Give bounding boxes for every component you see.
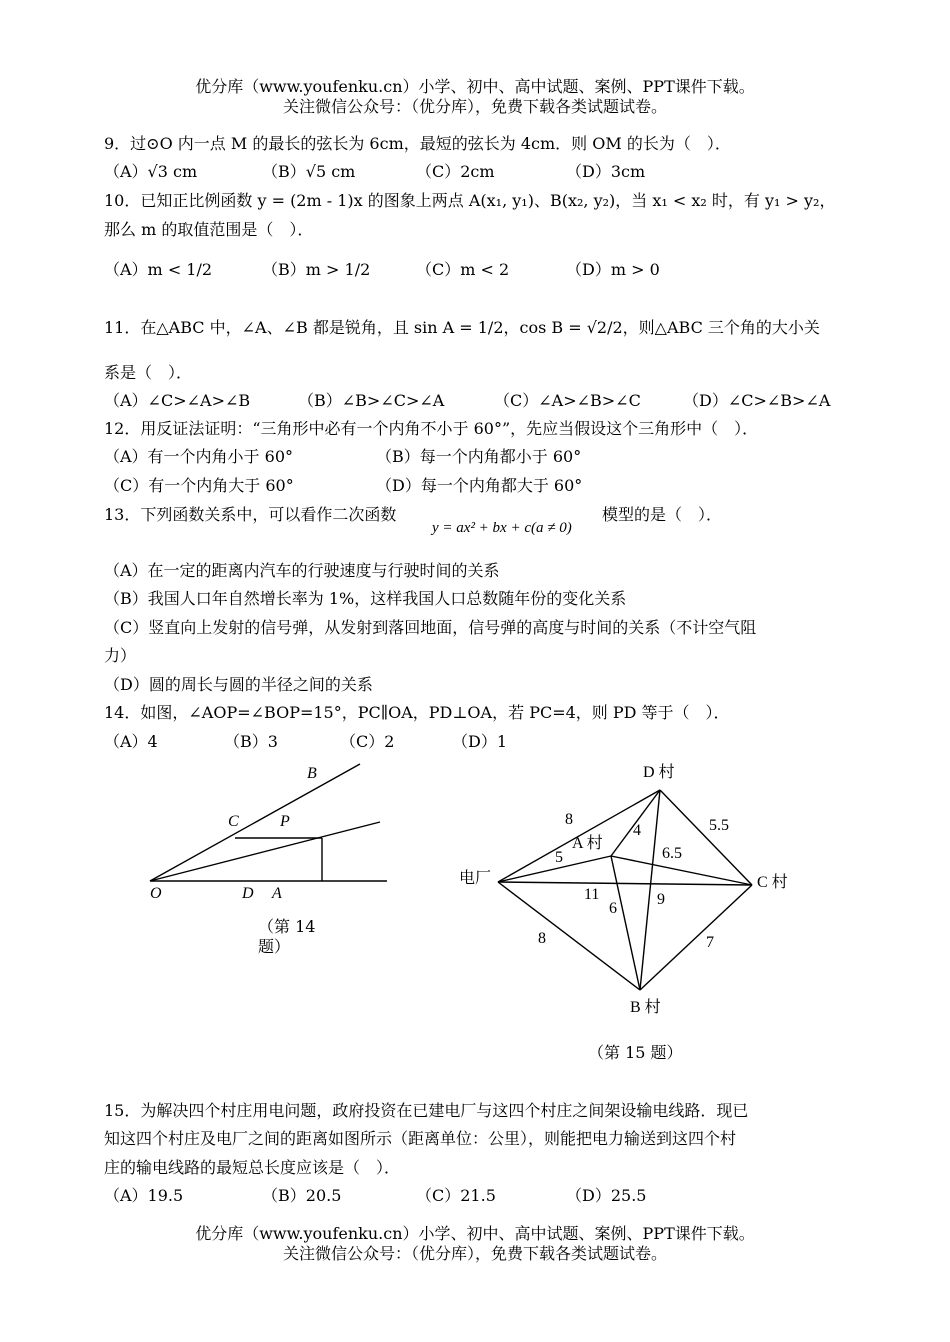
q10-option-d: （D）m > 0 [566,260,660,279]
q13-formula: y = ax² + bx + c(a ≠ 0) [432,520,572,536]
q11-option-b: （B）∠B>∠C>∠A [298,391,445,410]
q15-stem-2: 知这四个村庄及电厂之间的距离如图所示（距离单位：公里），则能把电力输送到这四个村 [104,1129,737,1148]
fig15-dist-A-C: 6.5 [662,845,682,862]
q11-option-a: （A）∠C>∠A>∠B [104,391,251,410]
q9-stem: 9．过⊙O 内一点 M 的最长的弦长为 6cm，最短的弦长为 4cm．则 OM 的长为（ ）． [104,134,731,153]
footer-line-2: 关注微信公众号：（优分库），免费下载各类试题试卷。 [282,1244,667,1263]
fig15-label-A: A 村 [572,835,603,852]
q12-option-a: （A）有一个内角小于 60° [104,447,294,466]
edge-D-B [640,790,660,990]
q13-option-d: （D）圆的周长与圆的半径之间的关系 [104,675,373,694]
edge-plant-B [498,882,640,990]
q15-option-b: （B）20.5 [262,1186,342,1205]
q10-option-c: （C）m < 2 [416,260,510,279]
edge-plant-C [498,882,752,885]
fig15-dist-D-B: 9 [657,891,665,908]
q14-option-d: （D）1 [452,732,508,751]
q9-option-a: （A）√3 cm [104,162,198,181]
q10-stem-2: 那么 m 的取值范围是（ ）． [104,220,314,239]
q14-option-c: （C）2 [340,732,395,751]
q9-option-b: （B）√5 cm [262,162,356,181]
q11-option-c: （C）∠A>∠B>∠C [494,391,641,410]
q11-stem-2: 系是（ ）． [104,363,193,382]
q12-option-d: （D）每一个内角都大于 60° [376,476,583,495]
fig15-dist-plant-C: 11 [584,886,600,903]
q15-stem: 15．为解决四个村庄用电问题，政府投资在已建电厂与这四个村庄之间架设输电线路．现已 [104,1101,749,1120]
fig14-caption: （第 14 题） [258,917,316,956]
q14-stem: 14．如图，∠AOP=∠BOP=15°，PC∥OA，PD⊥OA，若 PC=4，则 PD 等于（ ）． [104,703,730,722]
q15-option-c: （C）21.5 [416,1186,496,1205]
q14-option-a: （A）4 [104,732,158,751]
q10-stem: 10．已知正比例函数 y = (2m - 1)x 的图象上两点 A(x₁, y₁)、B(x₂, y₂)，当 x₁ < x₂ 时，有 y₁ > y₂， [104,191,836,210]
footer-line-1: 优分库（www.youfenku.cn）小学、初中、高中试题、案例、PPT课件下载。 [195,1224,755,1243]
fig14-label-A: A [272,885,282,902]
fig15-dist-A-B: 6 [609,900,617,917]
fig15-dist-plant-D: 8 [565,811,573,828]
q12-stem: 12．用反证法证明：“三角形中必有一个内角不小于 60°”，先应当假设这个三角形中（ ）． [104,419,759,438]
fig15-label-D: D 村 [643,764,675,781]
fig14-label-C: C [228,813,239,830]
fig15-dist-D-C: 5.5 [709,817,729,834]
q13-stem: 13．下列函数关系中，可以看作二次函数 [104,505,397,524]
q13-option-a: （A）在一定的距离内汽车的行驶速度与行驶时间的关系 [104,561,500,580]
q10-option-a: （A）m < 1/2 [104,260,213,279]
q12-option-b: （B）每一个内角都小于 60° [376,447,582,466]
fig14-label-B: B [307,765,317,782]
q11-stem: 11．在△ABC 中，∠A、∠B 都是锐角，且 sin A = 1/2，cos B = √2/2，则△ABC 三个角的大小关 [104,318,820,337]
edge-D-C [660,790,752,885]
q9-option-d: （D）3cm [566,162,646,181]
fig15-dist-plant-B: 8 [538,930,546,947]
fig15-label-B: B 村 [630,999,661,1016]
edge-A-B [611,856,640,990]
fig14-label-D: D [242,885,254,902]
q14-option-b: （B）3 [224,732,278,751]
q12-option-c: （C）有一个内角大于 60° [104,476,294,495]
q10-option-b: （B）m > 1/2 [262,260,371,279]
fig15-label-plant: 电厂 [459,870,492,887]
q13-option-c-cont: 力） [104,646,137,665]
q15-option-a: （A）19.5 [104,1186,184,1205]
fig15-dist-C-B: 7 [706,934,714,951]
fig15-caption: （第 15 题） [588,1043,683,1062]
fig15-dist-A-D: 4 [633,822,641,839]
q13-option-b: （B）我国人口年自然增长率为 1%，这样我国人口总数随年份的变化关系 [104,589,627,608]
header-line-1: 优分库（www.youfenku.cn）小学、初中、高中试题、案例、PPT课件下载。 [195,77,755,96]
fig15-label-C: C 村 [757,874,788,891]
q15-option-d: （D）25.5 [566,1186,647,1205]
q15-stem-3: 庄的输电线路的最短总长度应该是（ ）． [104,1158,401,1177]
fig14-label-O: O [150,885,162,902]
fig15-dist-plant-A: 5 [555,849,563,866]
q11-option-d: （D）∠C>∠B>∠A [683,391,831,410]
q9-option-c: （C）2cm [416,162,495,181]
header-line-2: 关注微信公众号：（优分库），免费下载各类试题试卷。 [282,97,667,116]
fig14-label-P: P [280,813,290,830]
q13-option-c: （C）竖直向上发射的信号弹，从发射到落回地面，信号弹的高度与时间的关系（不计空气阻 [104,618,757,637]
q13-stem-end: 模型的是（ ）． [602,505,723,524]
